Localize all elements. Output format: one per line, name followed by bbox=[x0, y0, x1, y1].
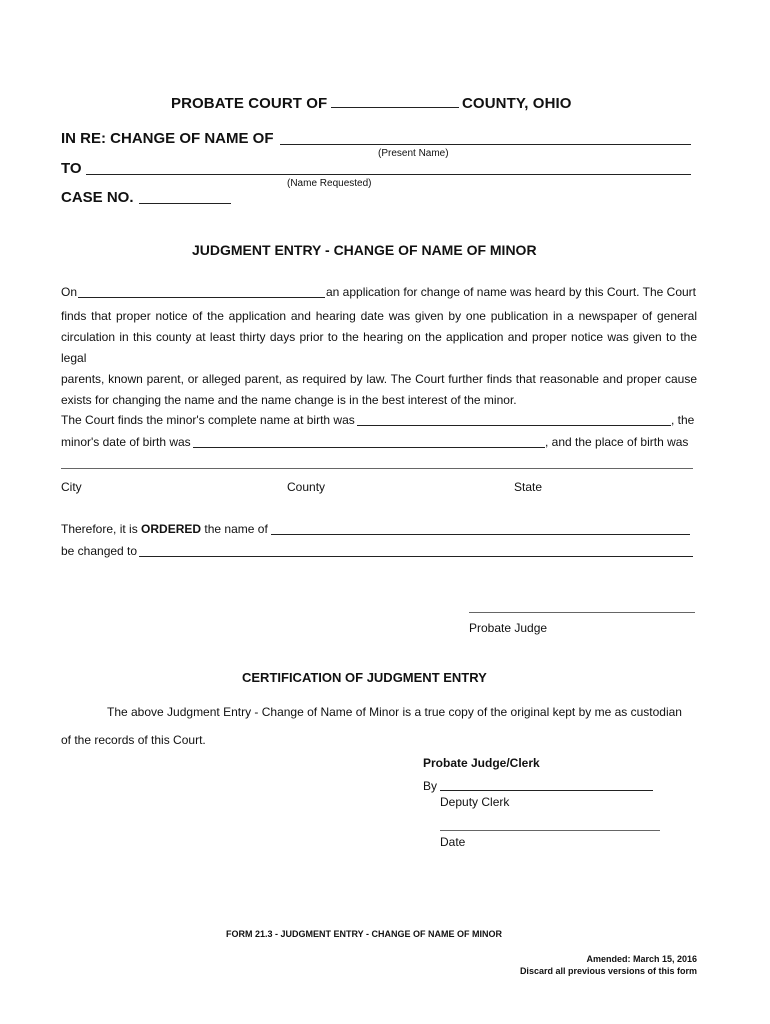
certification-title: CERTIFICATION OF JUDGMENT ENTRY bbox=[242, 670, 487, 685]
form-title: FORM 21.3 - JUDGMENT ENTRY - CHANGE OF NAME OF MINOR bbox=[226, 929, 503, 939]
county-name-field[interactable] bbox=[331, 107, 459, 108]
judge-signature-line[interactable] bbox=[469, 612, 695, 613]
by-label: By bbox=[423, 779, 438, 793]
deputy-clerk-label: Deputy Clerk bbox=[440, 795, 510, 809]
para1-body bbox=[61, 306, 697, 411]
probate-judge-label: Probate Judge bbox=[469, 621, 548, 635]
case-no-field[interactable] bbox=[139, 203, 231, 204]
amended-date: Amended: March 15, 2016 bbox=[586, 954, 697, 964]
certification-line2: of the records of this Court. bbox=[61, 733, 206, 747]
new-name-field[interactable] bbox=[139, 556, 693, 557]
in-re-label: IN RE: CHANGE OF NAME OF bbox=[61, 130, 274, 147]
present-name-field[interactable] bbox=[280, 144, 691, 145]
certification-line1: The above Judgment Entry - Change of Name of Minor is a true copy of the original kept by me as custodian bbox=[107, 705, 682, 719]
birth-name-label: The Court finds the minor's complete name at birth was bbox=[61, 413, 355, 427]
judge-clerk-label: Probate Judge/Clerk bbox=[423, 756, 540, 770]
place-county-label: County bbox=[287, 480, 326, 494]
place-state-label: State bbox=[514, 480, 543, 494]
ordered-prefix: Therefore, it is bbox=[61, 522, 138, 536]
dob-label: minor's date of birth was bbox=[61, 435, 191, 449]
case-no-label: CASE NO. bbox=[61, 189, 134, 206]
date-label: Date bbox=[440, 835, 466, 849]
para1-line3: circulation in this county at least thirty days prior to the hearing on the application and proper notice was given to the legal bbox=[61, 330, 697, 365]
birth-name-suffix: , the bbox=[671, 413, 695, 427]
ordered-suffix: the name of bbox=[204, 522, 268, 536]
para1-line2: finds that proper notice of the application and hearing date was given by one publication in a newspaper of general bbox=[61, 309, 697, 323]
birth-place-field[interactable] bbox=[61, 468, 693, 469]
deputy-signature-field[interactable] bbox=[440, 790, 653, 791]
place-city-label: City bbox=[61, 480, 82, 494]
ordered-sentence bbox=[61, 522, 268, 536]
name-requested-caption: (Name Requested) bbox=[287, 178, 372, 189]
para1-line1-rest: an application for change of name was heard by this Court. The Court bbox=[326, 285, 696, 299]
discard-notice: Discard all previous versions of this form bbox=[519, 966, 697, 976]
current-name-field[interactable] bbox=[271, 534, 690, 535]
court-title-suffix: COUNTY, OHIO bbox=[462, 95, 572, 112]
to-label: TO bbox=[61, 160, 82, 177]
dob-suffix: , and the place of birth was bbox=[545, 435, 689, 449]
para1-line5: exists for changing the name and the name change is in the best interest of the minor. bbox=[61, 393, 517, 407]
para1-line4: parents, known parent, or alleged parent, as required by law. The Court further finds that reasonable and proper cause bbox=[61, 372, 697, 386]
birth-name-field[interactable] bbox=[357, 425, 671, 426]
name-requested-field[interactable] bbox=[86, 174, 691, 175]
on-label: On bbox=[61, 285, 78, 299]
judgment-title: JUDGMENT ENTRY - CHANGE OF NAME OF MINOR bbox=[192, 242, 537, 258]
court-title-prefix: PROBATE COURT OF bbox=[171, 95, 328, 112]
dob-field[interactable] bbox=[193, 447, 545, 448]
hearing-date-field[interactable] bbox=[78, 297, 325, 298]
date-field[interactable] bbox=[440, 830, 660, 831]
ordered-bold: ORDERED bbox=[141, 522, 202, 536]
changed-to-label: be changed to bbox=[61, 544, 138, 558]
present-name-caption: (Present Name) bbox=[378, 148, 449, 159]
